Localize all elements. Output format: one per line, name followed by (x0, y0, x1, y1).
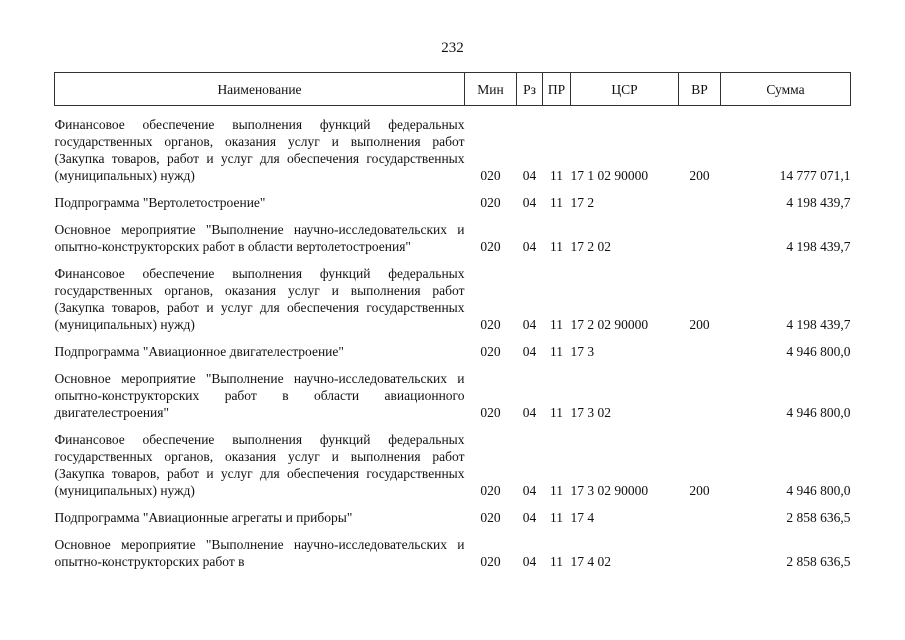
row-pr: 11 (550, 168, 563, 183)
row-name: Подпрограмма "Авиационное двигателестроение" (54, 344, 344, 359)
row-name: Основное мероприятие "Выполнение научно-исследовательских и опытно-конструкторских работ в области авиационного двигателестроения" (54, 371, 465, 420)
row-pr: 11 (550, 483, 563, 498)
budget-table (54, 72, 851, 570)
row-min: 020 (480, 168, 501, 183)
row-vr: 200 (689, 168, 710, 183)
row-pr: 11 (550, 317, 563, 332)
row-csr: 17 3 02 (570, 405, 611, 420)
row-sum: 4 198 439,7 (786, 317, 851, 332)
row-name: Основное мероприятие "Выполнение научно-исследовательских и опытно-конструкторских работ в (54, 537, 465, 569)
row-name: Финансовое обеспечение выполнения функций федеральных государственных органов, оказания услуг и выполнения работ (Закупка товаров, работ и услуг для обеспечения государственных (муниципальных) нужд) (54, 117, 465, 183)
row-sum: 2 858 636,5 (786, 510, 851, 525)
header-name: Наименование (55, 73, 465, 106)
header-min: Мин (465, 73, 517, 106)
row-vr (679, 221, 721, 255)
row-sum: 4 946 800,0 (786, 483, 851, 498)
header-rz: Рз (517, 73, 543, 106)
row-pr: 11 (550, 239, 563, 254)
row-csr: 17 3 (570, 344, 595, 359)
header-vr: ВР (679, 73, 721, 106)
row-csr: 17 2 (570, 195, 595, 210)
row-name: Подпрограмма "Авиационные агрегаты и приборы" (54, 510, 353, 525)
row-rz: 04 (522, 344, 537, 359)
row-vr (679, 194, 721, 211)
row-min: 020 (480, 344, 501, 359)
row-sum: 4 946 800,0 (786, 405, 851, 420)
table-row (55, 194, 851, 211)
row-csr: 17 1 02 90000 (570, 168, 649, 183)
row-pr: 11 (550, 405, 563, 420)
row-rz: 04 (522, 195, 537, 210)
row-pr: 11 (550, 344, 563, 359)
table-row (55, 116, 851, 184)
row-sum: 4 198 439,7 (786, 239, 851, 254)
row-pr: 11 (550, 195, 563, 210)
row-min: 020 (480, 483, 501, 498)
row-sum: 4 946 800,0 (786, 344, 851, 359)
row-rz: 04 (522, 168, 537, 183)
row-min: 020 (480, 405, 501, 420)
row-min: 020 (480, 317, 501, 332)
row-vr: 200 (689, 483, 710, 498)
row-csr: 17 4 (570, 510, 595, 525)
row-name: Финансовое обеспечение выполнения функций федеральных государственных органов, оказания услуг и выполнения работ (Закупка товаров, работ и услуг для обеспечения государственных (муниципальных) нужд) (54, 432, 465, 498)
row-sum: 14 777 071,1 (779, 168, 851, 183)
row-csr: 17 4 02 (570, 554, 611, 569)
row-pr: 11 (550, 554, 563, 569)
row-name: Подпрограмма "Вертолетостроение" (54, 195, 266, 210)
row-csr: 17 2 02 90000 (570, 317, 649, 332)
row-pr: 11 (550, 510, 563, 525)
row-min: 020 (480, 510, 501, 525)
row-rz: 04 (522, 317, 537, 332)
row-rz: 04 (522, 510, 537, 525)
table-row (55, 509, 851, 526)
row-name: Основное мероприятие "Выполнение научно-исследовательских и опытно-конструкторских работ в области вертолетостроения" (54, 222, 465, 254)
table-row (55, 370, 851, 421)
row-rz: 04 (522, 405, 537, 420)
table-body (55, 106, 851, 571)
row-sum: 2 858 636,5 (786, 554, 851, 569)
row-min: 020 (480, 554, 501, 569)
row-csr: 17 3 02 90000 (570, 483, 649, 498)
row-vr (679, 536, 721, 570)
row-vr (679, 509, 721, 526)
table-row (55, 343, 851, 360)
page-number: 232 (441, 40, 464, 56)
header-csr: ЦСР (571, 73, 679, 106)
table-row (55, 431, 851, 499)
row-min: 020 (480, 195, 501, 210)
row-vr (679, 370, 721, 421)
row-rz: 04 (522, 239, 537, 254)
row-min: 020 (480, 239, 501, 254)
row-rz: 04 (522, 554, 537, 569)
row-sum: 4 198 439,7 (786, 195, 851, 210)
header-sum: Сумма (721, 73, 851, 106)
table-header (55, 73, 851, 106)
row-rz: 04 (522, 483, 537, 498)
row-csr: 17 2 02 (570, 239, 611, 254)
table-row (55, 536, 851, 570)
table-row (55, 265, 851, 333)
row-vr: 200 (689, 317, 710, 332)
table-row (55, 221, 851, 255)
header-pr: ПР (543, 73, 571, 106)
row-name: Финансовое обеспечение выполнения функций федеральных государственных органов, оказания услуг и выполнения работ (Закупка товаров, работ и услуг для обеспечения государственных (муниципальных) нужд) (54, 266, 465, 332)
row-vr (679, 343, 721, 360)
